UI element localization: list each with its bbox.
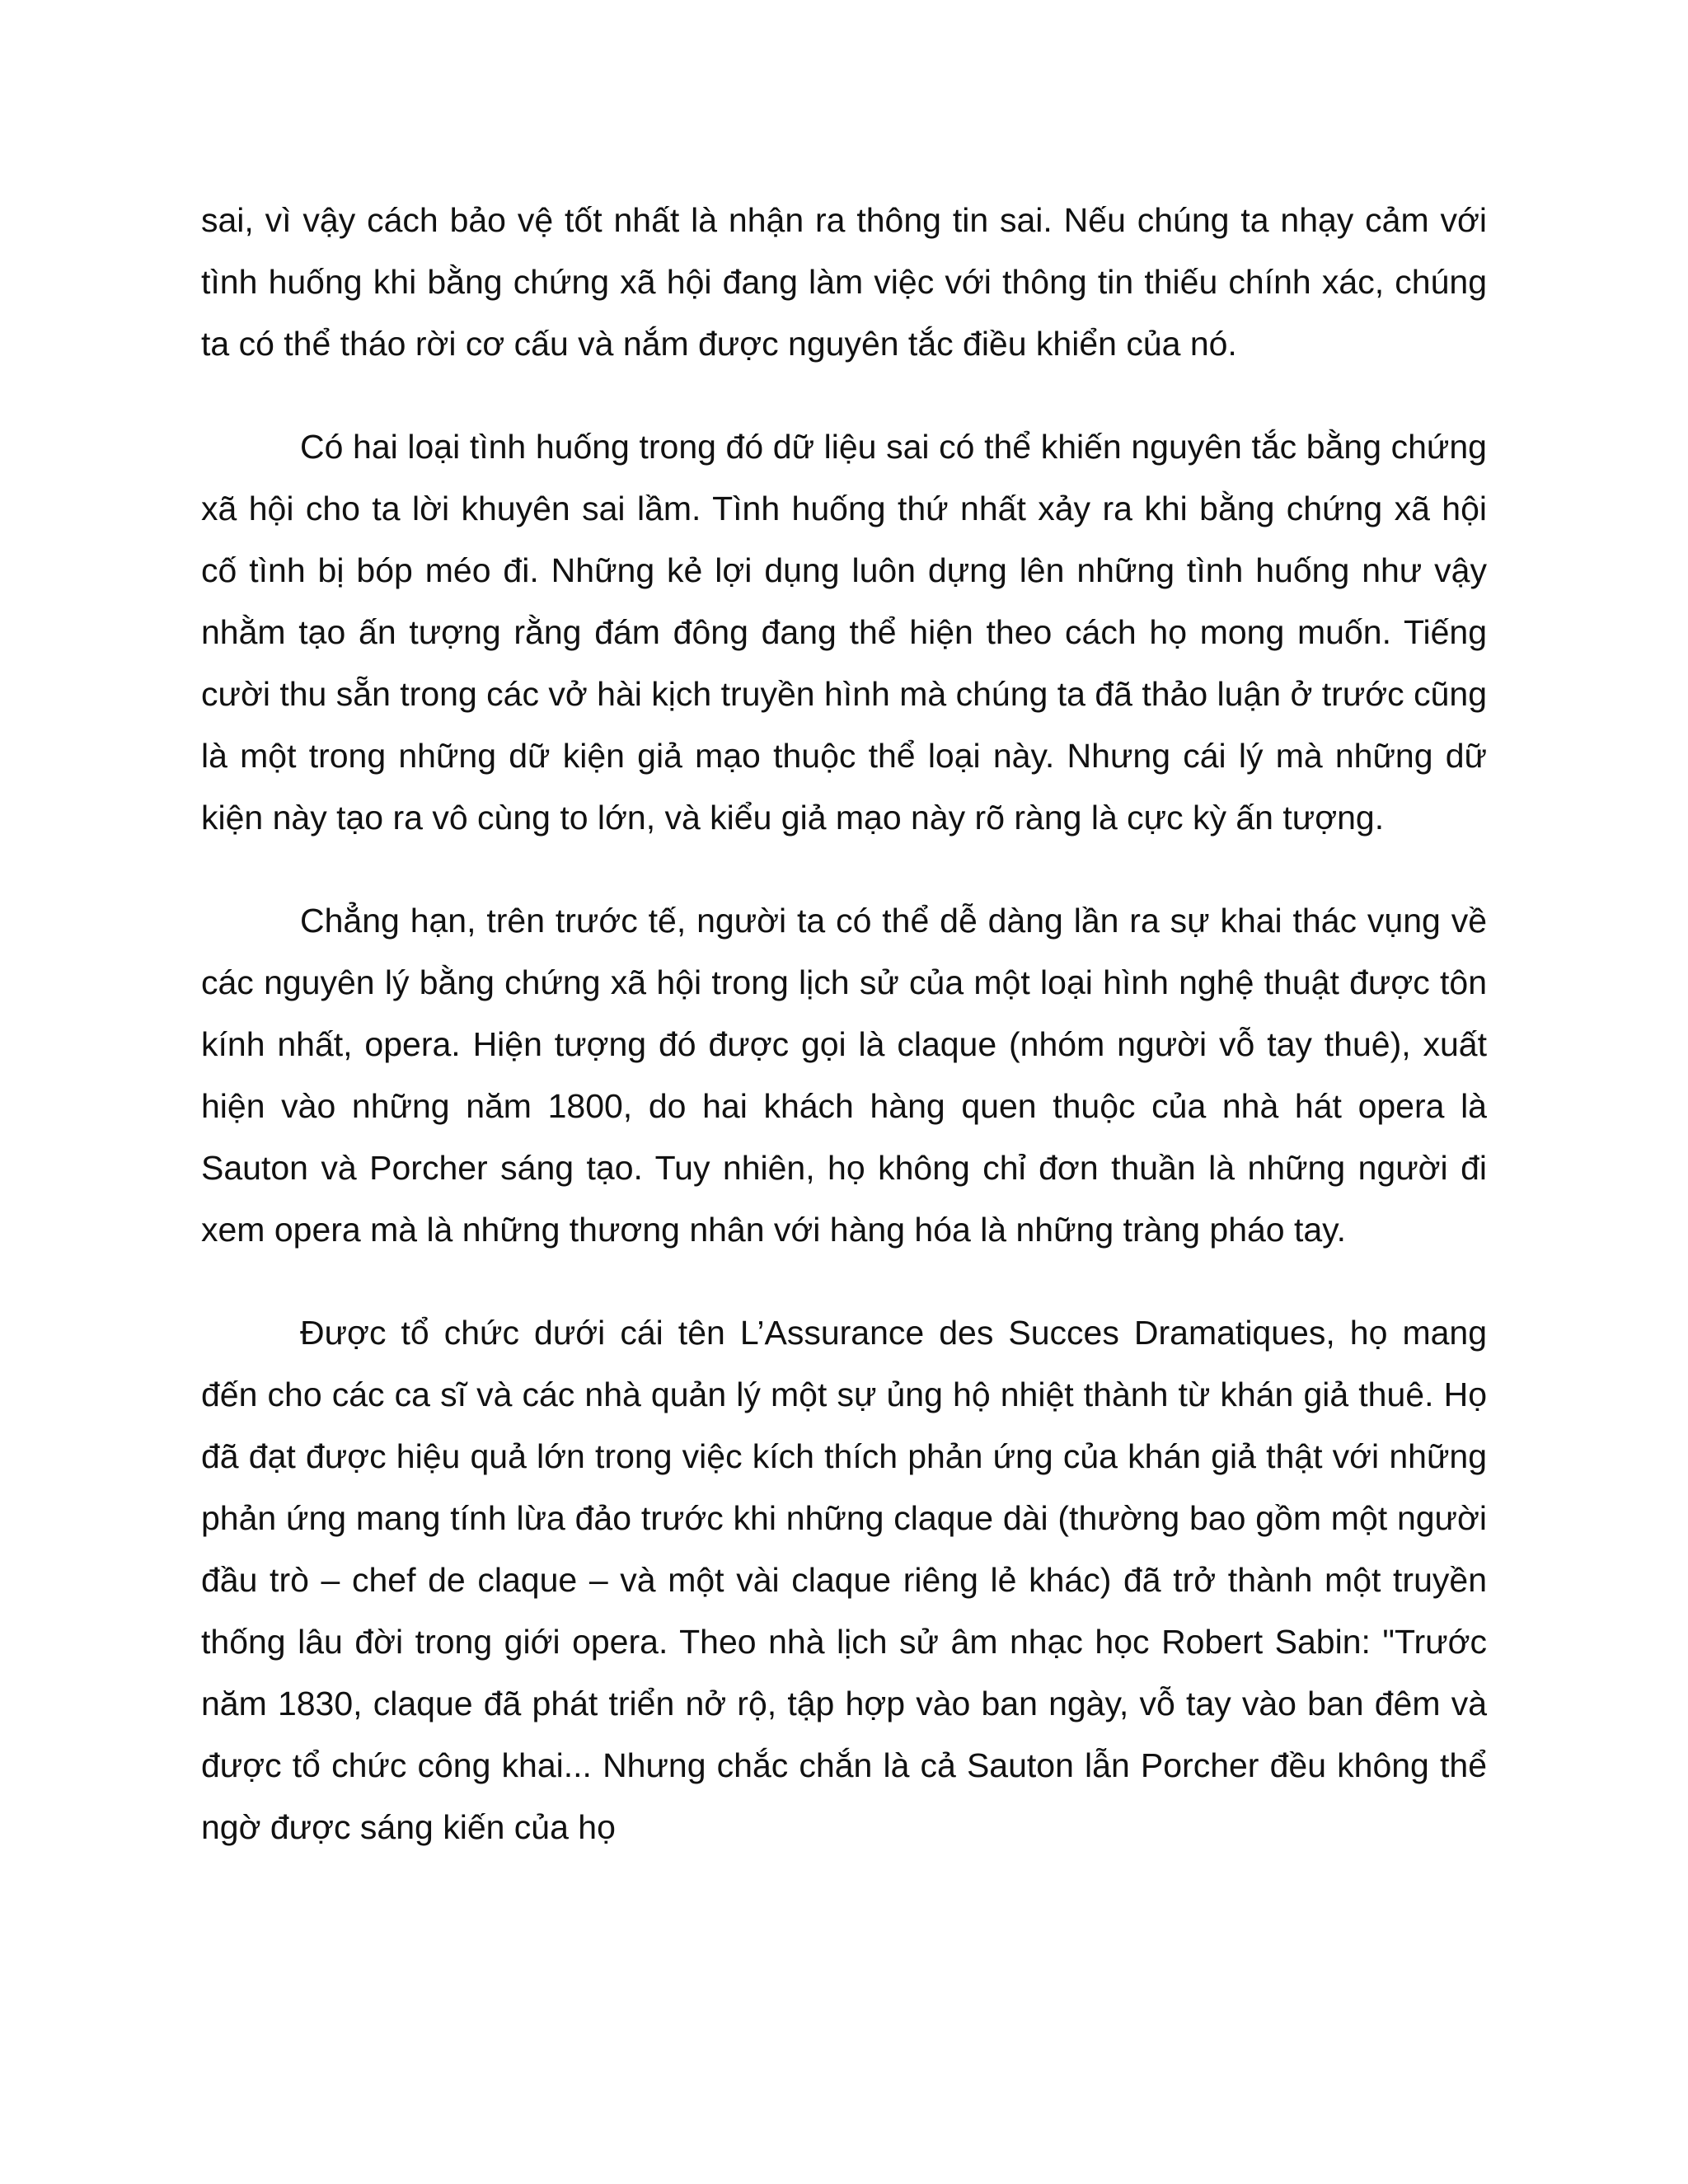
paragraph-3: Chẳng hạn, trên trước tế, người ta có thể dễ dàng lần ra sự khai thác vụng về các nguyên lý bằng chứng xã hội trong lịch sử của một loại hình nghệ thuật được tôn kính nhất, opera. Hiện tượng đó được gọi là claque (nhóm người vỗ tay thuê), xuất hiện vào những năm 1800, do hai khách hàng quen thuộc của nhà hát opera là Sauton và Porcher sáng tạo. Tuy nhiên, họ không chỉ đơn thuần là những người đi xem opera mà là những thương nhân với hàng hóa là những tràng pháo tay.: [201, 902, 1487, 1249]
paragraph-4: Được tổ chức dưới cái tên L’Assurance des Succes Dramatiques, họ mang đến cho các ca sĩ và các nhà quản lý một sự ủng hộ nhiệt thành từ khán giả thuê. Họ đã đạt được hiệu quả lớn trong việc kích thích phản ứng của khán giả thật với những phản ứng mang tính lừa đảo trước khi những claque dài (thường bao gồm một người đầu trò – chef de claque – và một vài claque riêng lẻ khác) đã trở thành một truyền thống lâu đời trong giới opera. Theo nhà lịch sử âm nhạc học Robert Sabin: "Trước năm 1830, claque đã phát triển nở rộ, tập hợp vào ban ngày, vỗ tay vào ban đêm và được tổ chức công khai... Nhưng chắc chắn là cả Sauton lẫn Porcher đều không thể ngờ được sáng kiến của họ: [201, 1314, 1487, 1846]
body-text: [201, 190, 1487, 1858]
paragraph-1: sai, vì vậy cách bảo vệ tốt nhất là nhận ra thông tin sai. Nếu chúng ta nhạy cảm với tình huống khi bằng chứng xã hội đang làm việc với thông tin thiếu chính xác, chúng ta có thể tháo rời cơ cấu và nắm được nguyên tắc điều khiển của nó.: [201, 201, 1487, 363]
paragraph-2: Có hai loại tình huống trong đó dữ liệu sai có thể khiến nguyên tắc bằng chứng xã hội cho ta lời khuyên sai lầm. Tình huống thứ nhất xảy ra khi bằng chứng xã hội cố tình bị bóp méo đi. Những kẻ lợi dụng luôn dựng lên những tình huống như vậy nhằm tạo ấn tượng rằng đám đông đang thể hiện theo cách họ mong muốn. Tiếng cười thu sẵn trong các vở hài kịch truyền hình mà chúng ta đã thảo luận ở trước cũng là một trong những dữ kiện giả mạo thuộc thể loại này. Nhưng cái lý mà những dữ kiện này tạo ra vô cùng to lớn, và kiểu giả mạo này rõ ràng là cực kỳ ấn tượng.: [201, 428, 1487, 837]
